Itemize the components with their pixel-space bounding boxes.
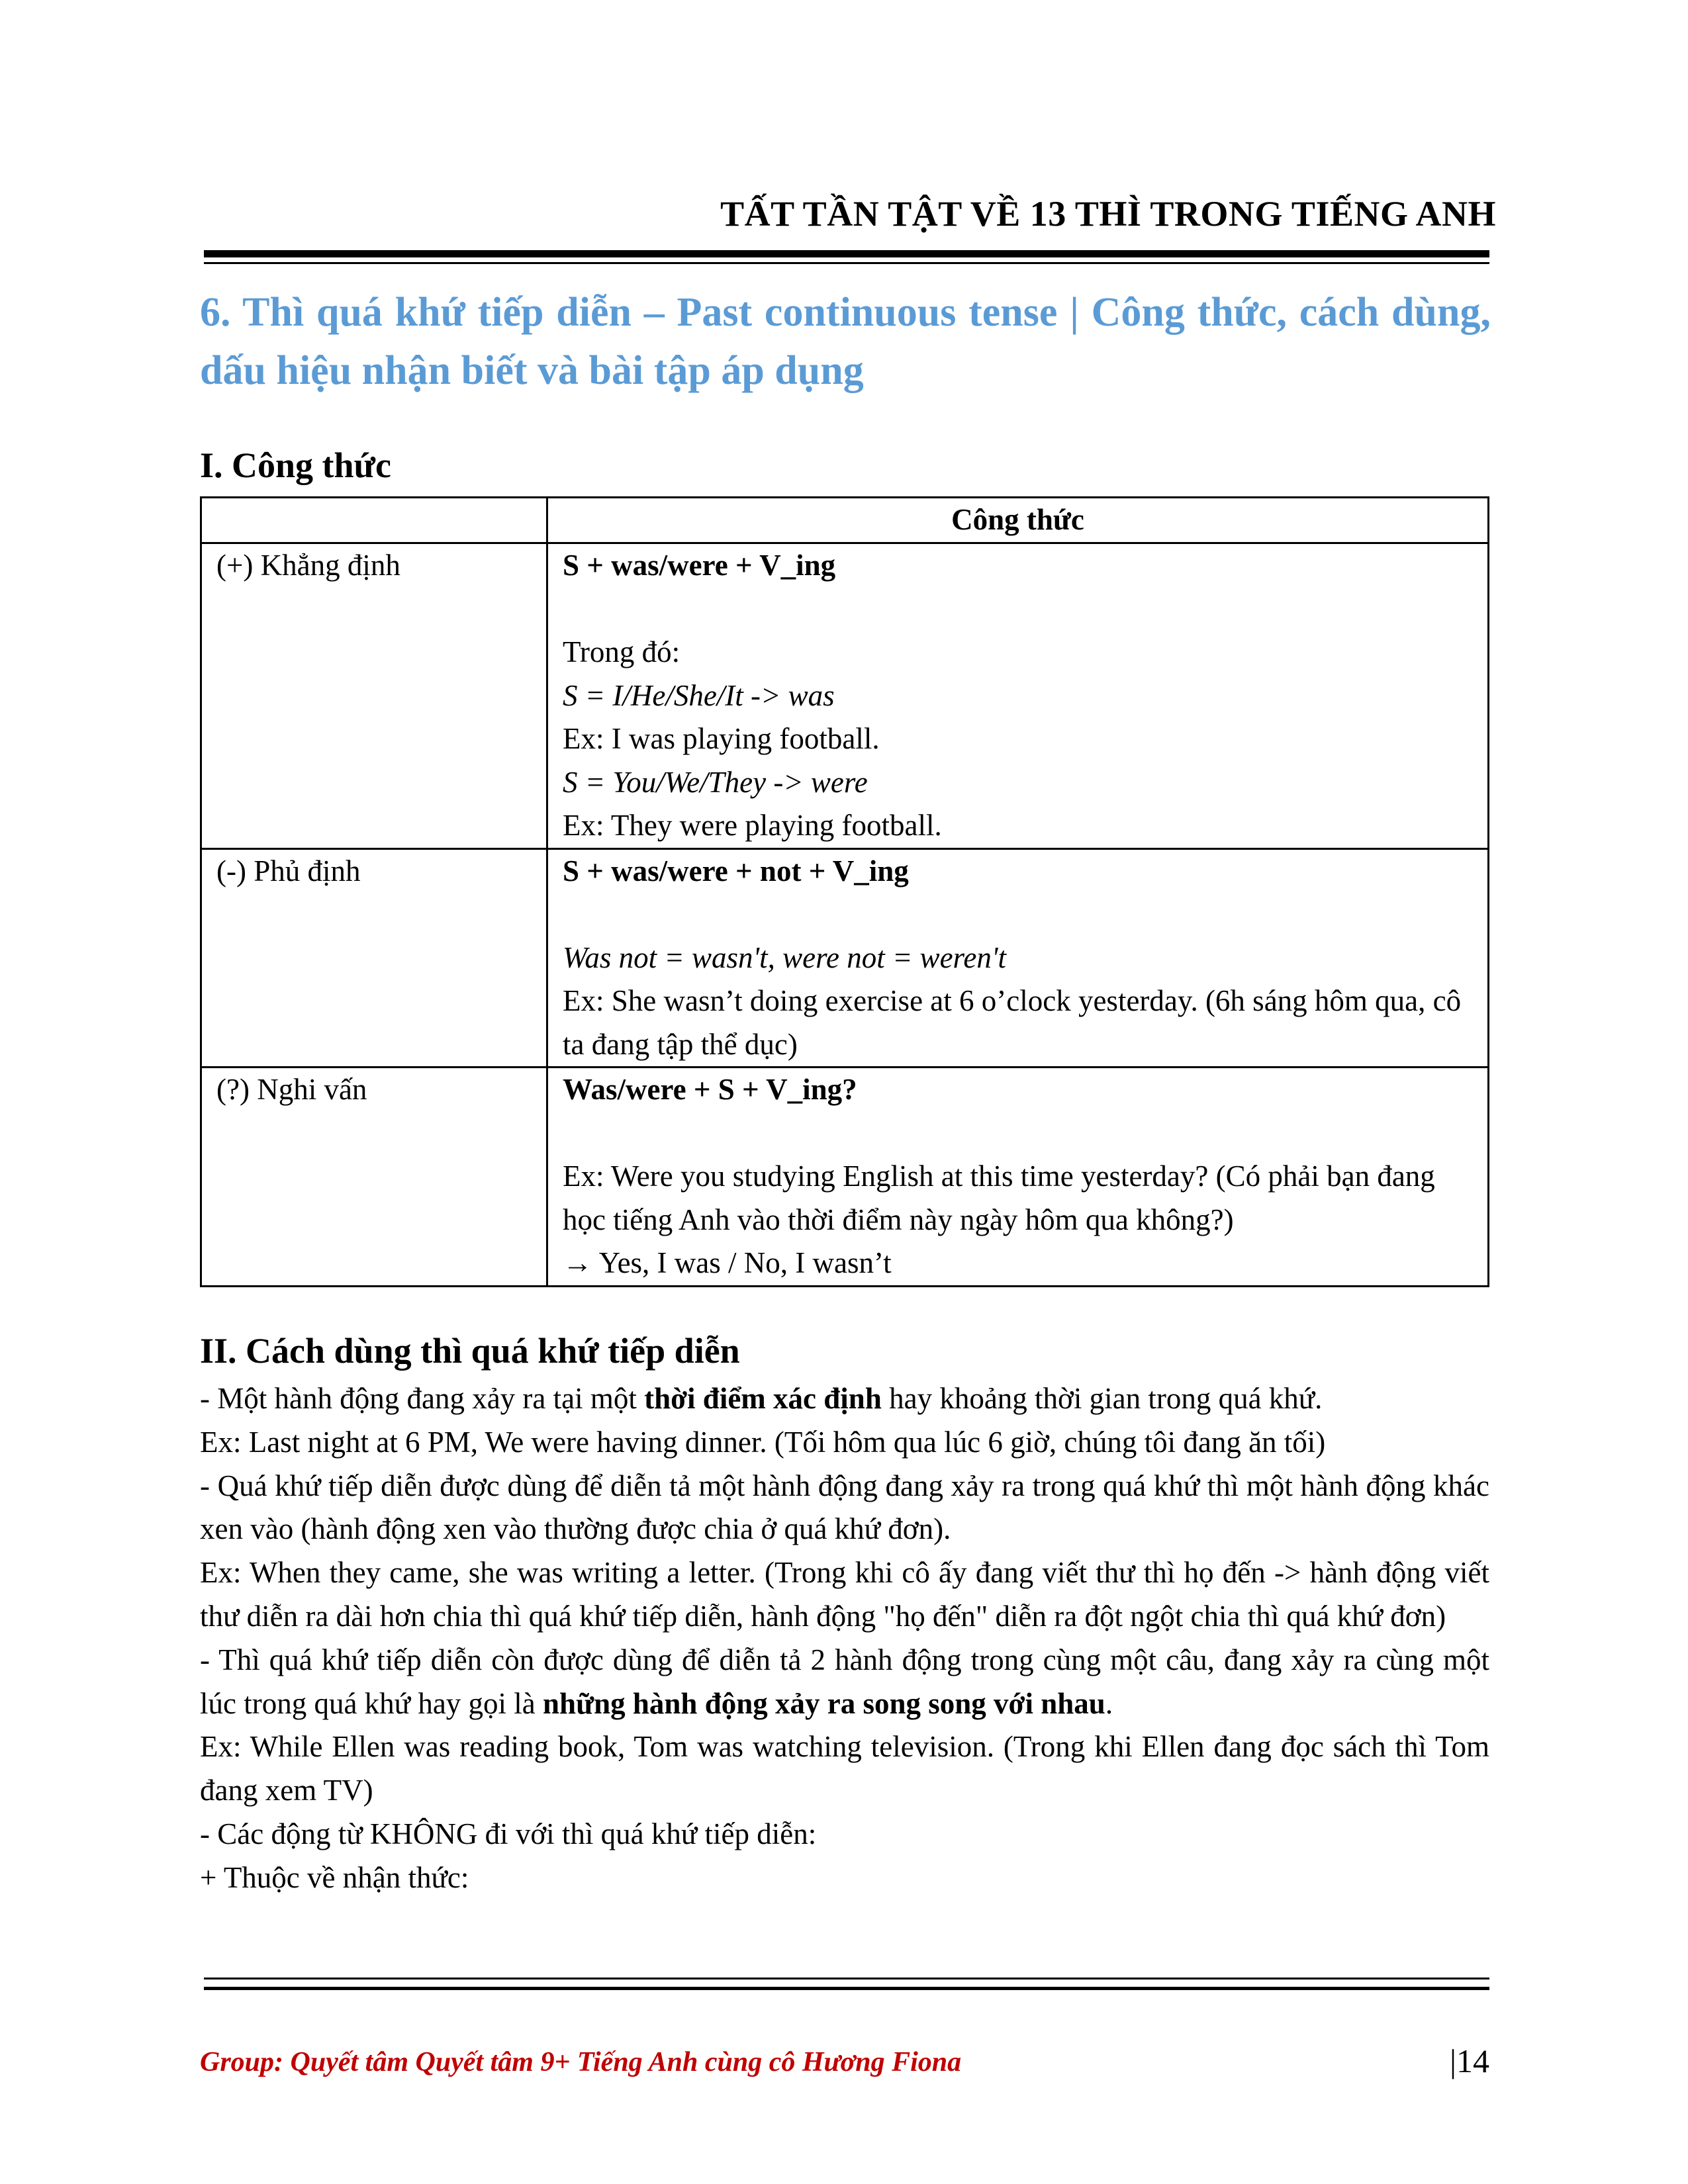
table-row-negative bbox=[201, 848, 1489, 1068]
running-header-title: TẤT TẦN TẬT VỀ 13 THÌ TRONG TIẾNG ANH bbox=[720, 194, 1496, 234]
example-was: Ex: I was playing football. bbox=[563, 722, 880, 755]
table-row-affirmative bbox=[201, 543, 1489, 849]
formula-affirmative: S + was/were + V_ing bbox=[563, 549, 836, 582]
usage-paragraph: - Một hành động đang xảy ra tại một thời điểm xác định hay khoảng thời gian trong quá khứ. bbox=[200, 1382, 1323, 1415]
usage-paragraph: Ex: When they came, she was writing a letter. (Trong khi cô ấy đang viết thư thì họ đến -> hành động viết thư diễn ra dài hơn chia thì quá khứ tiếp diễn, hành động "họ đến" diễn ra đột ngột chia thì quá khứ đơn) bbox=[200, 1556, 1489, 1633]
answer-question: → Yes, I was / No, I wasn’t bbox=[563, 1246, 892, 1279]
formula-table bbox=[200, 496, 1489, 1287]
usage-paragraph: - Thì quá khứ tiếp diễn còn được dùng để diễn tả 2 hành động trong cùng một câu, đang xảy ra cùng một lúc trong quá khứ hay gọi là những hành động xảy ra song song với nhau. bbox=[200, 1643, 1489, 1720]
subject-rule-was: S = I/He/She/It -> was bbox=[563, 678, 835, 712]
example-question: Ex: Were you studying English at this time yesterday? (Có phải bạn đang học tiếng Anh vào thời điểm này ngày hôm qua không?) bbox=[563, 1160, 1435, 1236]
example-were: Ex: They were playing football. bbox=[563, 809, 942, 842]
header-rule-thick bbox=[204, 250, 1489, 257]
formula-section-title: I. Công thức bbox=[200, 445, 391, 485]
example-negative: Ex: She wasn’t doing exercise at 6 o’clock yesterday. (6h sáng hôm qua, cô ta đang tập thể dục) bbox=[563, 984, 1462, 1061]
table-header-cell: Công thức bbox=[547, 498, 1489, 543]
row-content-negative bbox=[547, 848, 1489, 1068]
formula-negative: S + was/were + not + V_ing bbox=[563, 854, 909, 887]
usage-paragraph: Ex: While Ellen was reading book, Tom was watching television. (Trong khi Ellen đang đọc sách thì Tom đang xem TV) bbox=[200, 1730, 1489, 1807]
usage-paragraph: Ex: Last night at 6 PM, We were having dinner. (Tối hôm qua lúc 6 giờ, chúng tôi đang ăn tối) bbox=[200, 1425, 1326, 1459]
header-rule-thin bbox=[204, 262, 1489, 264]
row-label-negative: (-) Phủ định bbox=[201, 848, 547, 1068]
row-label-question: (?) Nghi vấn bbox=[201, 1068, 547, 1287]
usage-section-title: II. Cách dùng thì quá khứ tiếp diễn bbox=[200, 1331, 740, 1371]
usage-paragraph: - Quá khứ tiếp diễn được dùng để diễn tả một hành động đang xảy ra trong quá khứ thì một hành động khác xen vào (hành động xen vào thường được chia ở quá khứ đơn). bbox=[200, 1469, 1489, 1546]
row-content-affirmative bbox=[547, 543, 1489, 849]
page-number: |14 bbox=[1449, 2042, 1489, 2079]
section-heading: 6. Thì quá khứ tiếp diễn – Past continuous tense | Công thức, cách dùng, dấu hiệu nhận biết và bài tập áp dụng bbox=[200, 290, 1491, 393]
usage-paragraph: + Thuộc về nhận thức: bbox=[200, 1860, 469, 1894]
row-content-question bbox=[547, 1068, 1489, 1287]
table-row-question bbox=[201, 1068, 1489, 1287]
footer-rule-thick bbox=[204, 1987, 1489, 1990]
footer-group-text: Group: Quyết tâm Quyết tâm 9+ Tiếng Anh cùng cô Hương Fiona bbox=[200, 2047, 962, 2077]
table-header-row bbox=[201, 498, 1489, 543]
formula-question: Was/were + S + V_ing? bbox=[563, 1073, 857, 1106]
row-label-affirmative: (+) Khẳng định bbox=[201, 543, 547, 849]
where-label: Trong đó: bbox=[563, 635, 680, 668]
footer-rule-thin bbox=[204, 1978, 1489, 1979]
contraction-note: Was not = wasn't, were not = weren't bbox=[563, 940, 1006, 974]
subject-rule-were: S = You/We/They -> were bbox=[563, 765, 868, 799]
table-header-empty-cell bbox=[201, 498, 547, 543]
usage-paragraph: - Các động từ KHÔNG đi với thì quá khứ tiếp diễn: bbox=[200, 1817, 817, 1850]
usage-body bbox=[200, 1377, 1489, 1900]
